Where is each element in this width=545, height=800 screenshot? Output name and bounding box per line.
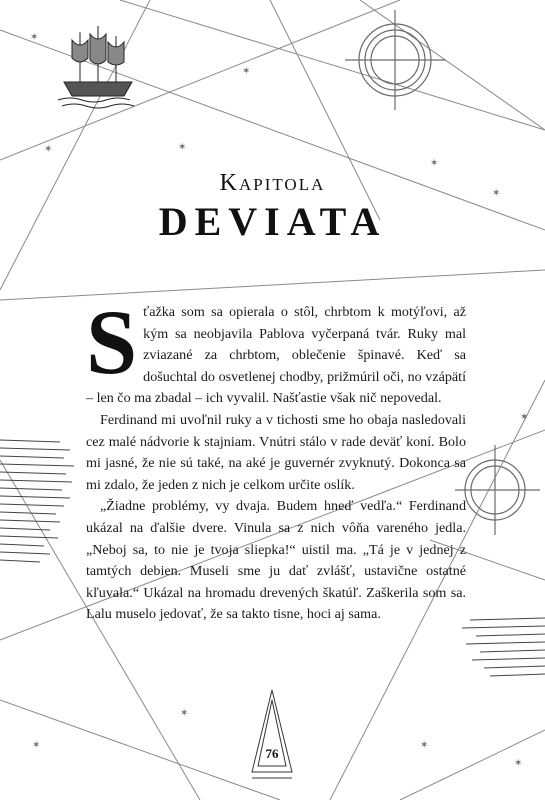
chapter-kicker: Kapitola (219, 170, 326, 196)
dropcap: S (86, 291, 138, 393)
svg-text:✶: ✶ (180, 708, 189, 719)
ship-illustration-icon (58, 26, 134, 108)
svg-text:✶: ✶ (420, 740, 429, 751)
svg-text:✶: ✶ (430, 158, 439, 169)
compass-rose-icon (455, 445, 540, 535)
compass-triangle-icon (252, 690, 292, 778)
paragraph: Ferdinand mi uvoľnil ruky a v tichosti sme ho obaja nasledovali cez malé nádvorie k stajniam. Vnútri stálo v rade deväť koní. Bolo mi jasné, že nie sú také, na aké je guvernér zvyknutý. Dokonca sa mi zdalo, že jeden z nich je celkom určite oslík. (86, 411, 466, 493)
svg-text:✶: ✶ (492, 188, 501, 199)
page-number: 76 (265, 746, 279, 761)
paragraph (86, 291, 466, 410)
svg-text:✶: ✶ (30, 32, 39, 43)
paragraph: „Žiadne problémy, vy dvaja. Budem hneď vedľa.“ Ferdinand ukázal na ďalšie dvere. Vinula sa z nich vôňa vareného jedla. „Neboj sa, to nie je tvoja sliepka!“ uistil ma. „Tá je v jednej z tamtých debien. Museli sme ju dať zvlášť, ustavične ostatné kľuvala.“ Ukázal na hromadu drevených škatúľ. Zaškerila som sa. Lalu muselo jedovať, že sa takto tisne, hoci aj sama. (86, 498, 466, 623)
chapter-body (86, 291, 466, 626)
svg-text:✶: ✶ (32, 740, 41, 751)
chapter-title: DEVIATA (158, 199, 387, 244)
svg-text:✶: ✶ (514, 758, 523, 769)
svg-text:✶: ✶ (44, 144, 53, 155)
svg-text:✶: ✶ (242, 66, 251, 77)
svg-text:✶: ✶ (178, 142, 187, 153)
paragraph-text: ťažka som sa opierala o stôl, chrbtom k motýľovi, až kým sa neobjavila Pablova vyčerpaná tvár. Ruky mal zviazané za chrbtom, oblečenie špinavé. Keď sa došuchtal do osvetlenej chodby, prižmúril oči, no vzápätí – len čo ma zbadal – ich vyvalil. Našťastie však nič nepovedal. (86, 304, 466, 407)
svg-text:✶: ✶ (520, 412, 529, 423)
